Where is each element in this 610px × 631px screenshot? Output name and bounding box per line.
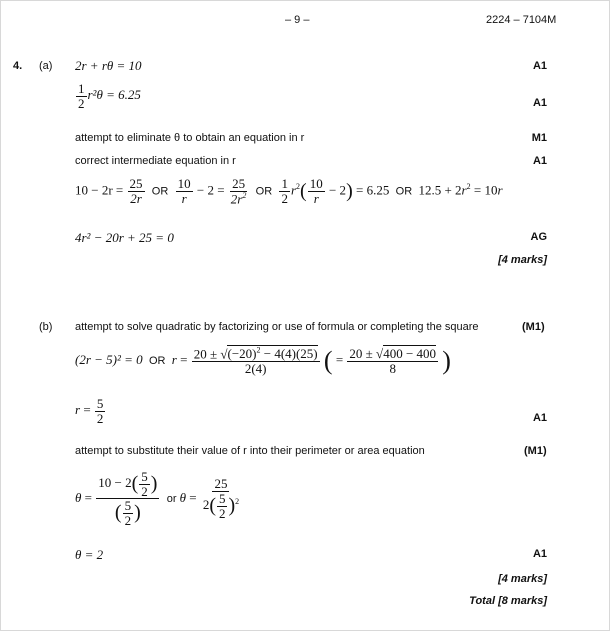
- part-a-intermediate-equations: 10 − 2r = $\frac{25}{2r}$ OR $\frac{10}{r}$ − 2 = $\frac{25}{2r^2}$ OR $\frac{1}{2}$ $r^2$( $\frac{10}{r}$ − 2) = 6.25 OR $12.5 + 2r^2 = 10r$: [75, 176, 503, 206]
- part-b-intro: attempt to solve quadratic by factorizing or use of formula or completing the square: [75, 321, 479, 333]
- part-b-factored: (2r − 5)² = 0: [75, 351, 143, 367]
- mark-a-ag: AG: [530, 231, 547, 243]
- part-b-theta-expressions: θ = 10 − 2( $\frac{5}{2}$ ) ( $\frac{5}{2}$ ) or θ = 25 2( $\frac{5}{2}$ )$^2$: [75, 469, 240, 528]
- mark-a-4: A1: [532, 155, 547, 167]
- part-a-intermediate-text: correct intermediate equation in r: [75, 155, 236, 167]
- part-b-label: (b): [39, 321, 53, 333]
- mark-b-sub: (M1): [524, 445, 547, 457]
- part-b-or: OR: [148, 354, 166, 367]
- part-a-total: [4 marks]: [498, 254, 547, 266]
- mark-b-theta: A1: [532, 548, 547, 560]
- part-b-substitute-text: attempt to substitute their value of r into their perimeter or area equation: [75, 445, 425, 457]
- part-a-eliminate-text: attempt to eliminate θ to obtain an equation in r: [75, 132, 305, 144]
- mark-a-3: M1: [531, 132, 547, 144]
- mark-b-r: A1: [532, 412, 547, 424]
- part-a-equation-2-rest: r²θ = 6.25: [87, 87, 141, 103]
- mark-b-intro: (M1): [522, 321, 545, 333]
- grand-total: Total [8 marks]: [469, 595, 547, 607]
- question-number: 4.: [13, 60, 23, 72]
- mark-a-2: A1: [532, 97, 547, 109]
- part-b-theta-result: θ = 2: [75, 547, 104, 562]
- part-a-quadratic: 4r² − 20r + 25 = 0: [75, 230, 174, 245]
- part-b-quadratic-solution: (2r − 5)² = 0 OR r = $\frac{20 \pm √(-20)^2 - 4(4)(25)}{2(4)}$ ( = $\frac{20 \pm √400 - 400}{8}$ ): [75, 345, 451, 376]
- part-b-total: [4 marks]: [498, 573, 547, 585]
- document-code: 2224 – 7104M: [486, 14, 557, 26]
- part-a-equation-2: $\frac{1}{2}$ r²θ = 6.25: [78, 81, 141, 111]
- part-a-eq-prefix: 10 − 2r =: [75, 182, 124, 198]
- part-b-r-value: r = $\frac{5}{2}$: [75, 396, 104, 426]
- page-number: – 9 –: [285, 14, 310, 26]
- mark-a-1: A1: [532, 60, 547, 72]
- part-a-label: (a): [39, 60, 53, 72]
- part-a-equation-1: 2r + rθ = 10: [75, 58, 142, 73]
